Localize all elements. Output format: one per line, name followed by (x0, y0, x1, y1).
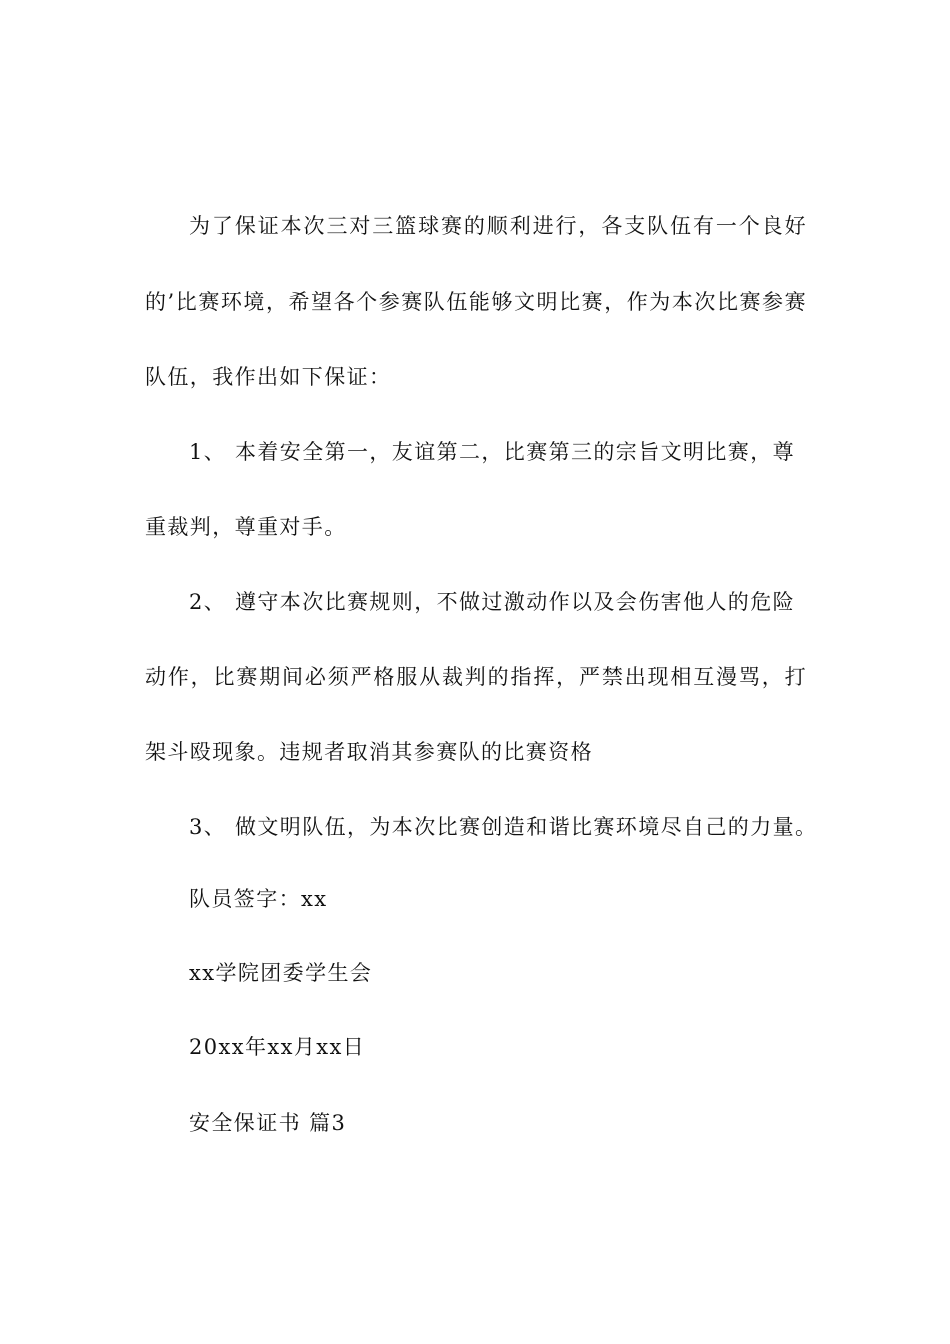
item-1-line-2: 重裁判，尊重对手。 (145, 515, 347, 539)
item-3-number: 3、 (189, 815, 227, 839)
item-2-first-line (189, 587, 807, 617)
signature-line: 队员签字：xx (189, 887, 328, 911)
item-2-line-2: 动作，比赛期间必须严格服从裁判的指挥，严禁出现相互漫骂，打 (145, 665, 807, 689)
item-2-text: 遵守本次比赛规则，不做过激动作以及会伤害他人的危险 (235, 590, 795, 614)
organization-line: xx学院团委学生会 (189, 961, 373, 985)
item-2-line-3: 架斗殴现象。违规者取消其参赛队的比赛资格 (145, 740, 593, 764)
item-3-first-line (189, 812, 818, 842)
intro-line-1: 为了保证本次三对三篮球赛的顺利进行，各支队伍有一个良好 (189, 214, 807, 238)
date-line: 20xx年xx月xx日 (189, 1035, 366, 1059)
item-1-number: 1、 (189, 440, 227, 464)
item-1-first-line (189, 437, 807, 467)
item-1-text: 本着安全第一，友谊第二，比赛第三的宗旨文明比赛，尊 (235, 440, 795, 464)
intro-line-2: 的’比赛环境，希望各个参赛队伍能够文明比赛，作为本次比赛参赛 (145, 290, 807, 314)
item-3-text: 做文明队伍，为本次比赛创造和谐比赛环境尽自己的力量。 (235, 815, 818, 839)
intro-line-3: 队伍，我作出如下保证： (145, 365, 392, 389)
next-section-title: 安全保证书 篇3 (189, 1111, 347, 1135)
item-2-number: 2、 (189, 590, 227, 614)
